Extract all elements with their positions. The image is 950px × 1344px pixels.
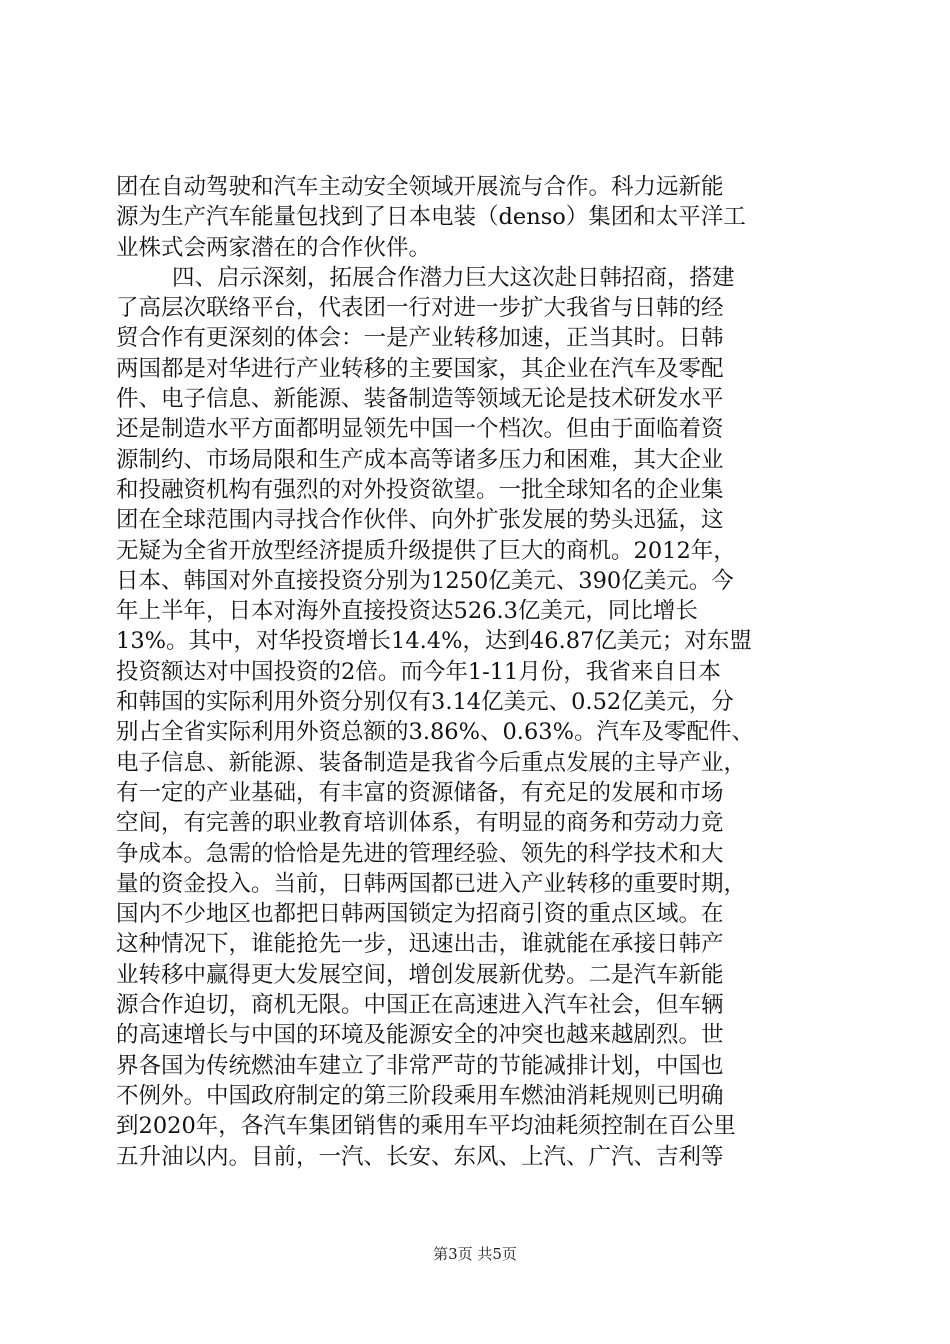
text-line: 争成本。急需的恰恰是先进的管理经验、领先的科学技术和大 xyxy=(116,840,724,867)
text-line: 别占全省实际利用外资总额的3.86%、0.63%。汽车及零配件、 xyxy=(116,719,754,746)
text-line: 到2020年，各汽车集团销售的乘用车平均油耗须控制在百公里 xyxy=(116,1113,736,1140)
body-text xyxy=(116,172,834,1172)
text-line: 业转移中赢得更大发展空间，增创发展新优势。二是汽车新能 xyxy=(116,961,724,988)
text-line: 量的资金投入。当前，日韩两国都已进入产业转移的重要时期， xyxy=(116,870,747,897)
text-line: 投资额达对中国投资的2倍。而今年1-11月份，我省来自日本 xyxy=(116,658,721,685)
text-line: 和韩国的实际利用外资分别仅有3.14亿美元、0.52亿美元，分 xyxy=(116,689,734,716)
text-line: 不例外。中国政府制定的第三阶段乘用车燃油消耗规则已明确 xyxy=(116,1082,724,1109)
text-line: 源合作迫切，商机无限。中国正在高速进入汽车社会，但车辆 xyxy=(116,992,724,1019)
text-line: 有一定的产业基础，有丰富的资源储备，有充足的发展和市场 xyxy=(116,779,724,806)
text-line: 五升油以内。目前，一汽、长安、东风、上汽、广汽、吉利等 xyxy=(116,1143,724,1170)
text-line: 无疑为全省开放型经济提质升级提供了巨大的商机。2012年， xyxy=(116,537,736,564)
paragraph-start-line: 四、启示深刻，拓展合作潜力巨大这次赴日韩招商，搭建 xyxy=(172,264,735,291)
text-line: 了高层次联络平台，代表团一行对进一步扩大我省与日韩的经 xyxy=(116,295,724,322)
text-line: 业株式会两家潜在的合作伙伴。 xyxy=(116,234,432,261)
page-number-label: 第3页 共5页 xyxy=(433,1245,517,1263)
text-line: 源制约、市场局限和生产成本高等诸多压力和困难，其大企业 xyxy=(116,446,724,473)
text-line: 的高速增长与中国的环境及能源安全的冲突也越来越剧烈。世 xyxy=(116,1022,724,1049)
text-line: 两国都是对华进行产业转移的主要国家，其企业在汽车及零配 xyxy=(116,355,724,382)
text-line: 13%。其中，对华投资增长14.4%，达到46.87亿美元；对东盟 xyxy=(116,628,752,655)
text-line: 这种情况下，谁能抢先一步，迅速出击，谁就能在承接日韩产 xyxy=(116,931,724,958)
text-line: 电子信息、新能源、装备制造是我省今后重点发展的主导产业， xyxy=(116,749,747,776)
text-line: 界各国为传统燃油车建立了非常严苛的节能减排计划，中国也 xyxy=(116,1052,724,1079)
text-line: 日本、韩国对外直接投资分别为1250亿美元、390亿美元。今 xyxy=(116,567,734,594)
text-line: 团在全球范围内寻找合作伙伴、向外扩张发展的势头迅猛，这 xyxy=(116,507,724,534)
text-line: 件、电子信息、新能源、装备制造等领域无论是技术研发水平 xyxy=(116,386,724,413)
text-line: 贸合作有更深刻的体会：一是产业转移加速，正当其时。日韩 xyxy=(116,325,724,352)
text-line: 源为生产汽车能量包找到了日本电装（denso）集团和太平洋工 xyxy=(116,204,746,231)
page-footer xyxy=(0,1244,950,1264)
text-line: 团在自动驾驶和汽车主动安全领域开展流与合作。科力远新能 xyxy=(116,174,724,200)
text-line: 国内不少地区也都把日韩两国锁定为招商引资的重点区域。在 xyxy=(116,901,724,928)
text-line: 年上半年，日本对海外直接投资达526.3亿美元，同比增长 xyxy=(116,598,698,625)
text-line: 和投融资机构有强烈的对外投资欲望。一批全球知名的企业集 xyxy=(116,476,724,503)
text-line: 还是制造水平方面都明显领先中国一个档次。但由于面临着资 xyxy=(116,416,724,443)
text-line: 空间，有完善的职业教育培训体系，有明显的商务和劳动力竞 xyxy=(116,810,724,837)
